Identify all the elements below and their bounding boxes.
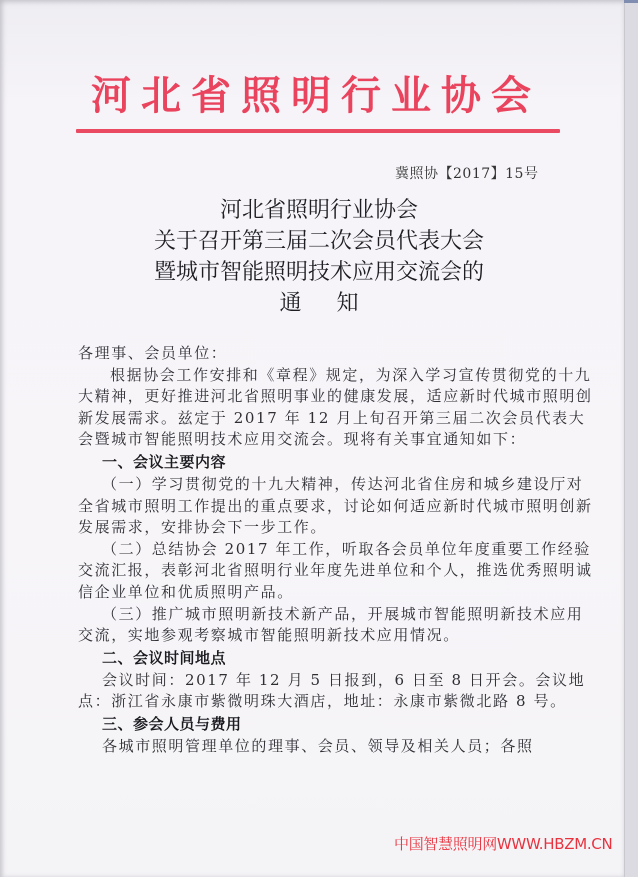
section-1-item-1: （一）学习贯彻党的十九大精神，传达河北省住房和城乡建设厅对全省城市照明工作提出的重点要求，讨论如何适应新时代城市照明创新发展需求，安排协会下一步工作。 <box>78 474 593 537</box>
scan-edge-strip <box>624 0 638 3</box>
letterhead-title: 河北省照明行业协会 <box>91 72 541 119</box>
notice-body <box>78 343 598 758</box>
section-heading-1: 一、会议主要内容 <box>102 452 227 471</box>
salutation: 各理事、会员单位： <box>78 344 228 362</box>
title-line-4: 通 知 <box>279 291 373 316</box>
title-line-3: 暨城市智能照明技术应用交流会的 <box>153 260 484 285</box>
document-number: 冀照协【2017】15号 <box>395 166 539 182</box>
letterhead-red-rule <box>76 129 560 133</box>
intro-paragraph: 根据协会工作安排和《章程》规定，为深入学习宣传贯彻党的十九大精神，更好推进河北省照明事业的健康发展，适应新时代城市照明创新发展需求。兹定于 2017 年 12 月上旬召开第三届二次会员代表大会暨城市智能照明技术应用交流会。现将有关事宜通知如下： <box>78 365 593 449</box>
section-heading-3: 三、参会人员与费用 <box>102 714 242 733</box>
section-2-paragraph: 会议时间：2017 年 12 月 5 日报到，6 日至 8 日开会。会议地点：浙江省永康市紫微明珠大酒店，地址：永康市紫微北路 8 号。 <box>78 670 586 711</box>
section-heading-2: 二、会议时间地点 <box>102 648 227 667</box>
section-1-item-2: （二）总结协会 2017 年工作，听取各会员单位年度重要工作经验交流汇报，表彰河北省照明行业年度先进单位和个人，推选优秀照明诚信企业单位和优质照明产品。 <box>78 539 593 601</box>
section-1-item-3: （三）推广城市照明新技术新产品，开展城市智能照明新技术应用交流，实地参观考察城市智能照明新技术应用情况。 <box>78 604 584 645</box>
site-watermark: 中国智慧照明网WWW.HBZM.CN <box>394 835 613 853</box>
title-line-2: 关于召开第三届二次会员代表大会 <box>153 229 484 254</box>
scan-edge <box>624 0 638 877</box>
title-line-1: 河北省照明行业协会 <box>219 198 418 223</box>
section-3-paragraph: 各城市照明管理单位的理事、会员、领导及相关人员；各照 <box>102 736 534 755</box>
notice-title <box>0 195 638 319</box>
